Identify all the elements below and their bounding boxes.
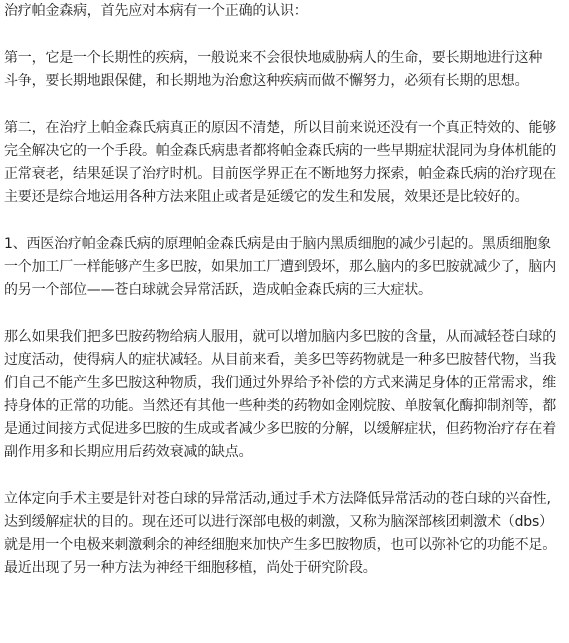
text-line: 正常衰老，结果延误了治疗时机。目前医学界正在不断地努力探索，帕金森氏病的治疗现在: [4, 166, 556, 182]
intro-paragraph: [4, 0, 567, 23]
text-line: 的另一个部位——苍白球就会异常活跃，造成帕金森氏病的三大症状。: [4, 282, 432, 298]
medication-paragraph: [4, 326, 567, 464]
text-line: 持身体的正常的功能。当然还有其他一些种类的药物如金刚烷胺、单胺氧化酶抑制剂等，都: [4, 398, 556, 414]
text-line: 斗争，要长期地跟保健，和长期地为治愈这种疾病而做不懈努力，必须有长期的思想。: [4, 73, 529, 89]
paragraph-gap: [4, 209, 567, 233]
text-line: 就是用一个电极来刺激剩余的神经细胞来加快产生多巴胺物质，也可以弥补它的功能不足。: [4, 537, 556, 553]
paragraph-gap: [4, 23, 567, 47]
text-line: 立体定向手术主要是针对苍白球的异常活动,通过手术方法降低异常活动的苍白球的兴奋性,: [4, 491, 551, 507]
article-body: [4, 0, 567, 580]
point-one-paragraph: [4, 47, 567, 93]
text-line: 主要还是综合地运用各种方法来阻止或者是延缓它的发生和发展，效果还是比较好的。: [4, 189, 529, 205]
text-line: 第一，它是一个长期性的疾病，一般说来不会很快地威胁病人的生命，要长期地进行这种: [4, 50, 543, 66]
text-line: 那么如果我们把多巴胺药物给病人服用，就可以增加脑内多巴胺的含量，从而减轻苍白球的: [4, 329, 556, 345]
text-line: 们自己不能产生多巴胺这种物质，我们通过外界给予补偿的方式来满足身体的正常需求，维: [4, 375, 556, 391]
text-line: 一个加工厂一样能够产生多巴胺，如果加工厂遭到毁坏，那么脑内的多巴胺就减少了，脑内: [4, 259, 556, 275]
text-line: 第二，在治疗上帕金森氏病真正的原因不清楚，所以目前来说还没有一个真正特效的、能够: [4, 120, 556, 136]
western-medicine-paragraph: [4, 233, 567, 302]
text-line: 是通过间接方式促进多巴胺的生成或者减少多巴胺的分解，以缓解症状，但药物治疗存在着: [4, 421, 556, 437]
paragraph-gap: [4, 302, 567, 326]
text-line: 完全解决它的一个手段。帕金森氏病患者都将帕金森氏病的一些早期症状混同为身体机能的: [4, 143, 556, 159]
text-line: 达到缓解症状的目的。现在还可以进行深部电极的刺激，又称为脑深部核团刺激术（dbs）: [4, 514, 553, 530]
text-line: 治疗帕金森病，首先应对本病有一个正确的认识：: [4, 3, 308, 19]
text-line: 过度活动，使得病人的症状减轻。从目前来看，美多巴等药物就是一种多巴胺替代物，当我: [4, 352, 556, 368]
surgery-paragraph: [4, 488, 567, 580]
paragraph-gap: [4, 93, 567, 117]
point-two-paragraph: [4, 117, 567, 209]
text-line: 最近出现了另一种方法为神经干细胞移植，尚处于研究阶段。: [4, 560, 377, 576]
paragraph-gap: [4, 464, 567, 488]
text-line: 副作用多和长期应用后药效衰减的缺点。: [4, 444, 253, 460]
text-line: 1、西医治疗帕金森氏病的原理帕金森氏病是由于脑内黑质细胞的减少引起的。黑质细胞象: [4, 236, 551, 252]
